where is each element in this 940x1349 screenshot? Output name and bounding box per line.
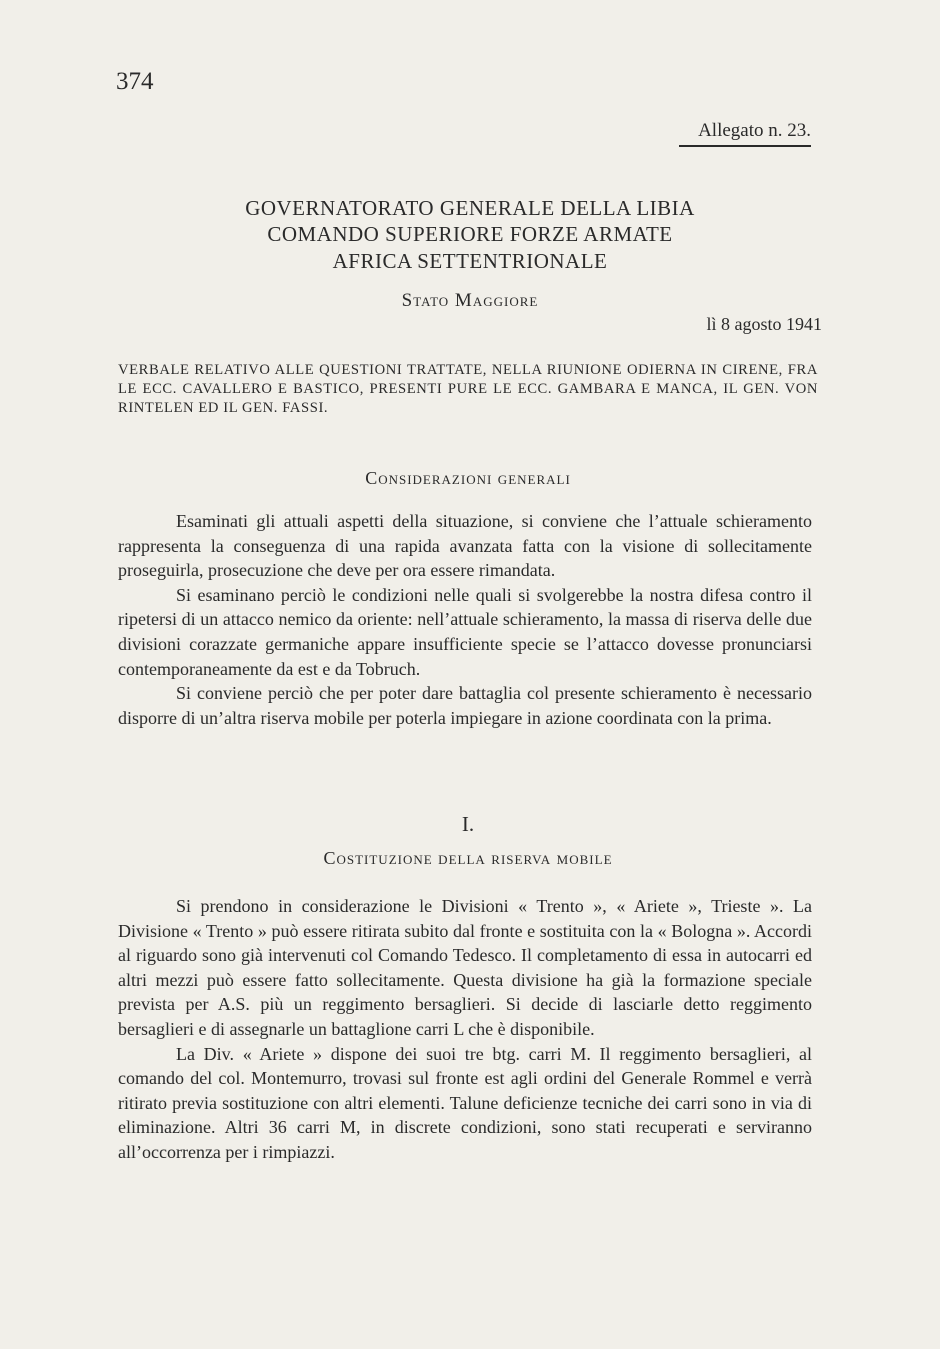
section-body-considerazioni — [118, 509, 812, 730]
document-date: lì 8 agosto 1941 — [706, 314, 822, 334]
paragraph: Si conviene perciò che per poter dare battaglia col presente schieramento è necessario disporre di un’altra riserva mobile per poterla impiegare in azione coordinata con la prima. — [118, 683, 812, 728]
header-line-1: GOVERNATORATO GENERALE DELLA LIBIA — [245, 196, 695, 220]
paragraph: Esaminati gli attuali aspetti della situazione, si conviene che l’attuale schieramento rappresenta la conseguenza di una rapida avanzata fatta con la visione di sollecitamente proseguirla, prosecuzione che deve per ora essere rimandata. — [118, 511, 812, 581]
page-number: 374 — [116, 68, 154, 95]
header-line-3: AFRICA SETTENTRIONALE — [332, 249, 608, 273]
paragraph: La Div. « Ariete » dispone dei suoi tre btg. carri M. Il reggimento bersaglieri, al comando del col. Montemurro, trovasi sul fronte est agli ordini del Generale Rommel e verrà ritirato previa sostituzione con altri elementi. Talune deficienze tecniche dei carri sono in via di eliminazione. Altri 36 carri M, in discrete condizioni, sono stati recuperati e serviranno all’occorrenza per i rimpiazzi. — [118, 1043, 812, 1162]
section-number: I. — [461, 812, 475, 836]
section-heading-costituzione: Costituzione della riserva mobile — [323, 848, 613, 868]
office-heading: Stato Maggiore — [401, 290, 539, 311]
annex-label: Allegato n. 23. — [679, 120, 811, 147]
header-line-2: COMANDO SUPERIORE FORZE ARMATE — [267, 222, 673, 246]
paragraph: Si esaminano perciò le condizioni nelle quali si svolgerebbe la nostra difesa contro il ripetersi di un attacco nemico da oriente: nell’attuale schieramento, la massa di riserva delle due divisioni corazzate germaniche appare insufficiente specie se l’attacco dovesse pronunciarsi contemporaneamente da est e da Tobruch. — [118, 584, 812, 679]
section-body-costituzione — [118, 894, 812, 1165]
minutes-title: VERBALE RELATIVO ALLE QUESTIONI TRATTATE, NELLA RIUNIONE ODIERNA IN CIRENE, FRA LE ECC. CAVALLERO E BASTICO, PRESENTI PURE LE ECC. GAMBARA E MANCA, IL GEN. VON RINTELEN ED IL GEN. FASSI. — [118, 362, 818, 416]
section-heading-considerazioni: Considerazioni generali — [365, 468, 571, 488]
paragraph: Si prendono in considerazione le Divisioni « Trento », « Ariete », Trieste ». La Divisione « Trento » può essere ritirata subito dal fronte e sostituita con la « Bologna ». Accordi al riguardo sono già intervenuti col Comando Tedesco. Il completamento di essa in autocarri ed altri mezzi può essere fatto sollecitamente. Questa divisione ha già la formazione speciale prevista per A.S. più un reggimento bersaglieri. Si decide di lasciarle detto reggimento bersaglieri e di assegnarle un battaglione carri L che è disponibile. — [118, 896, 812, 1039]
